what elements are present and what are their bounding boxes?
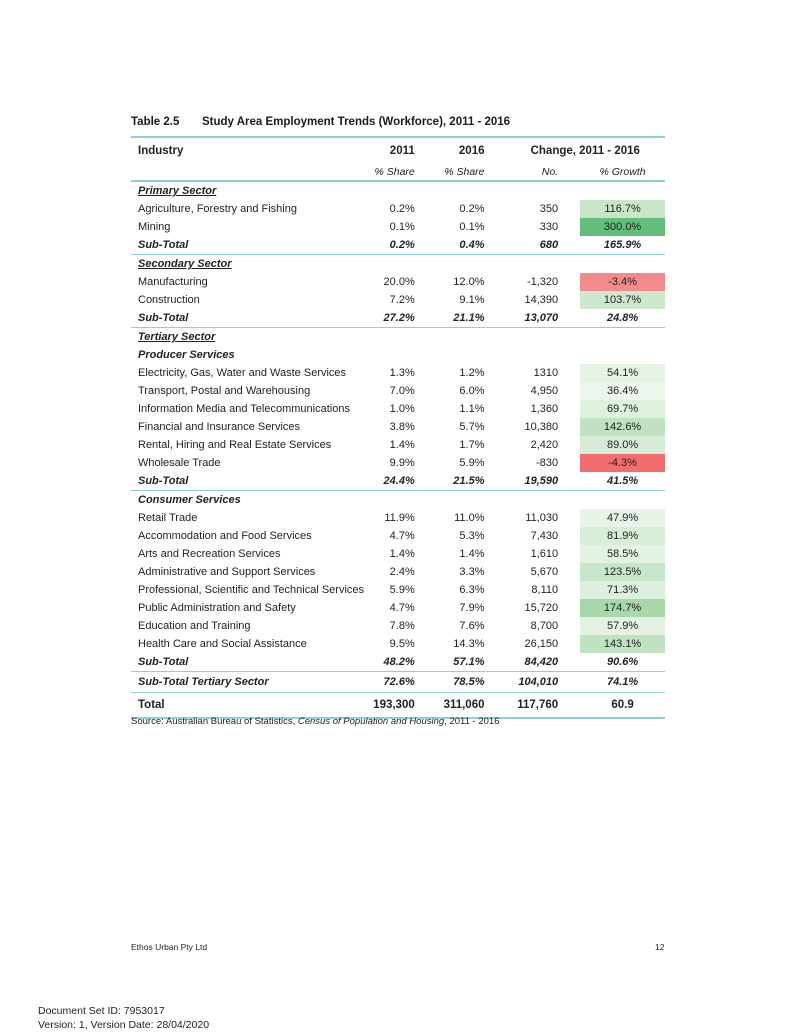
- table-row: [131, 509, 665, 527]
- subheader-share-2016: % Share: [436, 164, 506, 181]
- table-row: [131, 382, 665, 400]
- change-no-cell: 8,110: [531, 584, 559, 596]
- primary-sector-heading-label: Primary Sector: [138, 185, 217, 197]
- growth-cell: 58.5%: [580, 545, 665, 563]
- industry-cell: Administrative and Support Services: [138, 566, 316, 578]
- producer-subtotal-row-no: 19,590: [506, 472, 581, 491]
- source-note: [131, 716, 499, 727]
- producer-subtotal-row-label: Sub-Total: [131, 472, 364, 491]
- source-prefix: Source: Australian Bureau of Statistics,: [131, 716, 298, 727]
- header-2011: 2011: [364, 137, 436, 164]
- table-row: [131, 200, 665, 218]
- share-2016-cell: 5.3%: [459, 530, 485, 542]
- share-2016-cell: 5.7%: [459, 421, 485, 433]
- producer-services-heading-label: Producer Services: [138, 349, 235, 361]
- table-row: [131, 400, 665, 418]
- source-publication: Census of Population and Housing: [297, 716, 445, 727]
- producer-services-heading: [131, 346, 665, 364]
- share-2016-cell: 11.0%: [454, 512, 485, 524]
- table-row: [131, 273, 665, 291]
- industry-cell: Manufacturing: [138, 276, 208, 288]
- share-2011-cell: 4.7%: [389, 602, 415, 614]
- share-2016-cell: 7.9%: [459, 602, 485, 614]
- consumer-subtotal-row-2016: 57.1%: [453, 656, 485, 668]
- subheader-growth: % Growth: [580, 164, 665, 181]
- total-row-growth: 60.9: [580, 693, 665, 719]
- producer-subtotal-row-2016: 21.5%: [436, 472, 506, 491]
- subheader-row: [131, 164, 665, 181]
- primary-subtotal-row-growth: 165.9%: [580, 236, 665, 255]
- industry-cell: Mining: [138, 221, 171, 233]
- primary-subtotal-row-2016: 0.4%: [436, 236, 506, 255]
- primary-subtotal-row-2011: 0.2%: [364, 236, 436, 255]
- tertiary-sector-heading-label: Tertiary Sector: [138, 331, 216, 343]
- share-2016-cell: 6.3%: [459, 584, 485, 596]
- secondary-subtotal-row-2011: 27.2%: [364, 309, 436, 328]
- share-2011-cell: 11.9%: [384, 512, 415, 524]
- share-2011-cell: 7.8%: [389, 620, 415, 632]
- footer-company: Ethos Urban Pty Ltd: [131, 942, 208, 952]
- growth-cell: -4.3%: [580, 454, 665, 472]
- table-row: [131, 436, 665, 454]
- share-2016-cell: 12.0%: [453, 276, 485, 288]
- share-2016-cell: 1.1%: [459, 403, 485, 415]
- consumer-subtotal-row-2011: 48.2%: [383, 656, 415, 668]
- table-row: [131, 617, 665, 635]
- change-no-cell: 10,380: [524, 421, 559, 433]
- industry-cell: Rental, Hiring and Real Estate Services: [138, 439, 332, 451]
- share-2016-cell: 6.0%: [459, 385, 485, 397]
- secondary-subtotal-row-2016: 21.1%: [436, 309, 506, 328]
- growth-cell: -3.4%: [580, 273, 665, 291]
- header-2016: 2016: [436, 137, 506, 164]
- change-no-cell: 15,720: [524, 602, 559, 614]
- share-2011-cell: 0.2%: [389, 203, 415, 215]
- growth-cell: 300.0%: [580, 218, 665, 236]
- share-2011-cell: 0.1%: [389, 221, 415, 233]
- share-2016-cell: 14.3%: [453, 638, 485, 650]
- share-2016-cell: 0.2%: [459, 203, 485, 215]
- share-2011-cell: 1.4%: [389, 439, 415, 451]
- share-2016-cell: 1.2%: [459, 367, 485, 379]
- growth-cell: 103.7%: [580, 291, 665, 309]
- consumer-subtotal-row-growth: 90.6%: [606, 656, 639, 668]
- change-no-cell: 7,430: [530, 530, 559, 542]
- tertiary-subtotal-row: [131, 672, 665, 693]
- growth-cell: 116.7%: [580, 200, 665, 218]
- primary-subtotal-row-label: Sub-Total: [131, 236, 364, 255]
- change-no-cell: 330: [539, 221, 559, 233]
- industry-cell: Arts and Recreation Services: [138, 548, 281, 560]
- total-row-2016: 311,060: [436, 693, 506, 719]
- document-version: Version: 1, Version Date: 28/04/2020: [38, 1019, 210, 1031]
- share-2011-cell: 7.2%: [389, 294, 415, 306]
- industry-cell: Professional, Scientific and Technical Services: [138, 584, 365, 596]
- growth-cell: 174.7%: [580, 599, 665, 617]
- growth-cell: 123.5%: [580, 563, 665, 581]
- employment-table: [131, 136, 665, 719]
- change-no-cell: 1,360: [530, 403, 559, 415]
- industry-cell: Agriculture, Forestry and Fishing: [138, 203, 297, 215]
- industry-cell: Public Administration and Safety: [138, 602, 296, 614]
- share-2016-cell: 0.1%: [459, 221, 485, 233]
- tertiary-subtotal-row-2011: 72.6%: [364, 672, 436, 693]
- tertiary-subtotal-row-growth: 74.1%: [580, 672, 665, 693]
- tertiary-subtotal-row-2016: 78.5%: [436, 672, 506, 693]
- growth-cell: 54.1%: [580, 364, 665, 382]
- secondary-subtotal-row-growth: 24.8%: [580, 309, 665, 328]
- change-no-cell: 5,670: [530, 566, 559, 578]
- table-row: [131, 418, 665, 436]
- table-title: Study Area Employment Trends (Workforce), 2011 - 2016: [202, 116, 511, 128]
- table-row: [131, 364, 665, 382]
- header-row: [131, 137, 665, 164]
- change-no-cell: 2,420: [530, 439, 559, 451]
- change-no-cell: 1,610: [530, 548, 559, 560]
- total-row: [131, 693, 665, 719]
- industry-cell: Accommodation and Food Services: [138, 530, 312, 542]
- producer-subtotal-row: [131, 472, 665, 491]
- producer-subtotal-row-2011: 24.4%: [364, 472, 436, 491]
- change-no-cell: 14,390: [524, 294, 559, 306]
- industry-cell: Financial and Insurance Services: [138, 421, 301, 433]
- secondary-sector-heading: [131, 255, 665, 274]
- change-no-cell: 4,950: [530, 385, 559, 397]
- footer-page-number: 12: [655, 942, 665, 952]
- change-no-cell: 26,150: [524, 638, 559, 650]
- share-2011-cell: 1.4%: [389, 548, 415, 560]
- primary-subtotal-row-no: 680: [506, 236, 581, 255]
- consumer-subtotal-row-label: Sub-Total: [138, 656, 189, 668]
- growth-cell: 57.9%: [580, 617, 665, 635]
- share-2016-cell: 9.1%: [459, 294, 485, 306]
- header-change: Change, 2011 - 2016: [506, 137, 666, 164]
- primary-sector-heading: [131, 181, 665, 200]
- share-2011-cell: 1.3%: [389, 367, 415, 379]
- header-industry: Industry: [131, 137, 364, 164]
- industry-cell: Education and Training: [138, 620, 251, 632]
- growth-cell: 142.6%: [580, 418, 665, 436]
- share-2016-cell: 7.6%: [459, 620, 485, 632]
- consumer-subtotal-row: [131, 653, 665, 672]
- producer-subtotal-row-growth: 41.5%: [580, 472, 665, 491]
- growth-cell: 89.0%: [580, 436, 665, 454]
- total-row-label: Total: [131, 693, 364, 719]
- table-row: [131, 635, 665, 653]
- total-row-2011: 193,300: [364, 693, 436, 719]
- subheader-no: No.: [506, 164, 581, 181]
- share-2011-cell: 9.5%: [389, 638, 415, 650]
- total-row-no: 117,760: [506, 693, 581, 719]
- secondary-subtotal-row-no: 13,070: [506, 309, 581, 328]
- share-2016-cell: 1.4%: [459, 548, 485, 560]
- subheader-share-2011: % Share: [364, 164, 436, 181]
- tertiary-sector-heading: [131, 328, 665, 347]
- industry-cell: Construction: [138, 294, 200, 306]
- industry-cell: Electricity, Gas, Water and Waste Services: [138, 367, 347, 379]
- table-row: [131, 454, 665, 472]
- secondary-sector-heading-label: Secondary Sector: [138, 258, 232, 270]
- share-2011-cell: 9.9%: [389, 457, 415, 469]
- share-2011-cell: 20.0%: [383, 276, 415, 288]
- table-row: [131, 563, 665, 581]
- change-no-cell: 11,030: [525, 512, 559, 524]
- change-no-cell: 8,700: [530, 620, 559, 632]
- industry-cell: Transport, Postal and Warehousing: [138, 385, 311, 397]
- table-row: [131, 527, 665, 545]
- share-2011-cell: 4.7%: [389, 530, 415, 542]
- secondary-subtotal-row-label: Sub-Total: [131, 309, 364, 328]
- growth-cell: 69.7%: [580, 400, 665, 418]
- share-2011-cell: 7.0%: [389, 385, 415, 397]
- share-2016-cell: 3.3%: [459, 566, 485, 578]
- table-row: [131, 545, 665, 563]
- industry-cell: Wholesale Trade: [138, 457, 221, 469]
- table-row: [131, 291, 665, 309]
- change-no-cell: 1310: [533, 367, 559, 379]
- industry-cell: Health Care and Social Assistance: [138, 638, 307, 650]
- share-2011-cell: 2.4%: [389, 566, 415, 578]
- growth-cell: 47.9%: [580, 509, 665, 527]
- table-caption: [131, 116, 510, 128]
- consumer-services-heading: [131, 491, 665, 510]
- document-set-info: [38, 1004, 209, 1032]
- growth-cell: 81.9%: [580, 527, 665, 545]
- source-suffix: , 2011 - 2016: [444, 716, 500, 727]
- growth-cell: 71.3%: [580, 581, 665, 599]
- share-2011-cell: 3.8%: [389, 421, 415, 433]
- change-no-cell: -830: [536, 457, 559, 469]
- document-set-id: Document Set ID: 7953017: [38, 1005, 165, 1017]
- table-row: [131, 581, 665, 599]
- share-2016-cell: 5.9%: [459, 457, 485, 469]
- primary-subtotal-row: [131, 236, 665, 255]
- industry-cell: Information Media and Telecommunications: [138, 403, 350, 415]
- table-row: [131, 599, 665, 617]
- consumer-subtotal-row-no: 84,420: [524, 656, 559, 668]
- table-row: [131, 218, 665, 236]
- growth-cell: 36.4%: [580, 382, 665, 400]
- share-2011-cell: 5.9%: [389, 584, 415, 596]
- industry-cell: Retail Trade: [138, 512, 198, 524]
- table-number: Table 2.5: [131, 116, 180, 128]
- consumer-services-heading-label: Consumer Services: [138, 494, 241, 506]
- share-2016-cell: 1.7%: [459, 439, 485, 451]
- tertiary-subtotal-row-label: Sub-Total Tertiary Sector: [131, 672, 364, 693]
- share-2011-cell: 1.0%: [389, 403, 415, 415]
- tertiary-subtotal-row-no: 104,010: [506, 672, 581, 693]
- change-no-cell: 350: [539, 203, 559, 215]
- growth-cell: 143.1%: [580, 635, 665, 653]
- change-no-cell: -1,320: [526, 276, 559, 288]
- secondary-subtotal-row: [131, 309, 665, 328]
